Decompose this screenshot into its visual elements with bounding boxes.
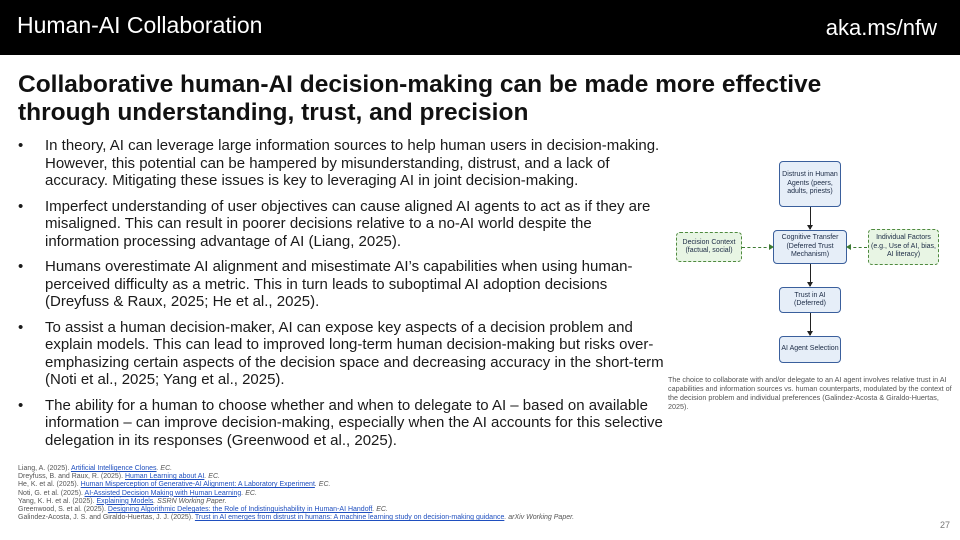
reference-venue: . EC. xyxy=(314,481,331,489)
reference-link[interactable]: Explaining Models xyxy=(96,497,154,505)
reference-venue: . EC. xyxy=(241,489,257,497)
reference-authors: Yang, K. H. et al. (2025). xyxy=(18,497,97,505)
reference-venue: . EC. xyxy=(372,506,388,514)
slide-headline: Collaborative human-AI decision-making can be made more effective through understanding, trust, and precision xyxy=(18,71,822,126)
diagram-caption: The choice to collaborate with and/or delegate to an AI agent involves relative trust in AI capabilities and information sources vs. human counterparts, modulated by the context of the decision problem and individual preferences (Galindez-Acosta & Giraldo-Huertas, 2025). xyxy=(668,375,952,411)
reference-item xyxy=(18,465,778,473)
short-link[interactable]: aka.ms/nfw xyxy=(825,15,937,40)
arrow-down-icon xyxy=(810,313,811,335)
page-number: 27 xyxy=(939,520,950,530)
reference-authors: Noti, G. et al. (2025). xyxy=(18,489,85,497)
reference-item xyxy=(18,498,778,506)
reference-venue: . SSRN Working Paper. xyxy=(153,497,227,505)
reference-item xyxy=(18,473,778,481)
reference-authors: He, K. et al. (2025). xyxy=(18,481,81,489)
diagram-box-trust-in-ai: Trust in AI (Deferred) xyxy=(779,287,841,313)
reference-link[interactable]: Human Misperception of Generative-AI Alignment: A Laboratory Experiment xyxy=(80,481,315,489)
arrow-down-icon xyxy=(810,264,811,286)
bullet-item: • To assist a human decision-maker, AI can expose key aspects of a decision problem and explain models. This can lead to improved long-term human decision-making but risks over-emphasizing certain aspects of the decision space and decreasing accuracy in the short-term (Noti et al., 2025; Yang et al., 2025). xyxy=(18,319,668,389)
reference-venue: . EC. xyxy=(204,473,220,481)
reference-authors: Liang, A. (2025). xyxy=(18,465,71,472)
bullet-item: • The ability for a human to choose whether and when to delegate to AI – based on available information – can improve decision-making, especially when the AI accounts for this selective delegation in its responses (Greenwood et al., 2025). xyxy=(18,397,668,450)
reference-authors: Dreyfuss, B. and Raux, R. (2025). xyxy=(18,473,125,481)
reference-authors: Greenwood, S. et al. (2025). xyxy=(18,506,108,514)
header-bar xyxy=(0,0,960,55)
reference-item xyxy=(18,506,778,514)
diagram-box-ai-agent-selection: AI Agent Selection xyxy=(779,336,841,363)
arrow-down-icon xyxy=(810,207,811,229)
bullet-item: • In theory, AI can leverage large information sources to help human users in decision-making. However, this potential can be hampered by misunderstanding, distrust, and a lack of accuracy. Mitigating these issues is key to leveraging AI in joint decision-making. xyxy=(18,137,668,190)
reference-authors: Galindez-Acosta, J. S. and Giraldo-Huertas, J. J. (2025). xyxy=(18,514,195,522)
reference-item xyxy=(18,481,778,489)
reference-venue: . EC. xyxy=(156,465,173,472)
diagram-box-decision-context: Decision Context (factual, social) xyxy=(676,232,742,262)
reference-item xyxy=(18,514,778,522)
reference-item xyxy=(18,490,778,498)
arrow-right-icon xyxy=(742,247,772,249)
bullet-list xyxy=(18,137,668,457)
diagram-box-distrust: Distrust in Human Agents (peers, adults, priests) xyxy=(779,161,841,207)
section-title: Human-AI Collaboration xyxy=(17,12,263,38)
reference-link[interactable]: Trust in AI emerges from distrust in humans: A machine learning study on decision-making guidance xyxy=(194,514,505,522)
references xyxy=(18,465,778,522)
reference-link[interactable]: Human Learning about AI xyxy=(125,473,205,481)
diagram-box-cognitive-transfer: Cognitive Transfer (Deferred Trust Mechanism) xyxy=(773,230,847,264)
reference-link[interactable]: Designing Algorithmic Delegates: the Role of Indistinguishability in Human-AI Handoff xyxy=(107,506,373,514)
trust-flow-diagram xyxy=(668,155,958,370)
reference-link[interactable]: Artificial Intelligence Clones xyxy=(70,465,157,472)
diagram-box-individual-factors: Individual Factors (e.g., Use of AI, bias, AI literacy) xyxy=(868,229,939,265)
arrow-left-icon xyxy=(848,247,867,249)
bullet-item: • Imperfect understanding of user objectives can cause aligned AI agents to act as if they are misaligned. This can result in poorer decisions relative to a no-AI world despite the information processing advantage of AI (Liang, 2025). xyxy=(18,198,668,251)
bullet-item: • Humans overestimate AI alignment and misestimate AI’s capabilities when using human-perceived difficulty as a metric. This in turn leads to suboptimal AI adoption decisions (Dreyfuss & Raux, 2025; He et al., 2025). xyxy=(18,258,668,311)
reference-venue: . arXiv Working Paper. xyxy=(504,514,575,522)
reference-link[interactable]: AI-Assisted Decision Making with Human Learning xyxy=(84,489,242,497)
